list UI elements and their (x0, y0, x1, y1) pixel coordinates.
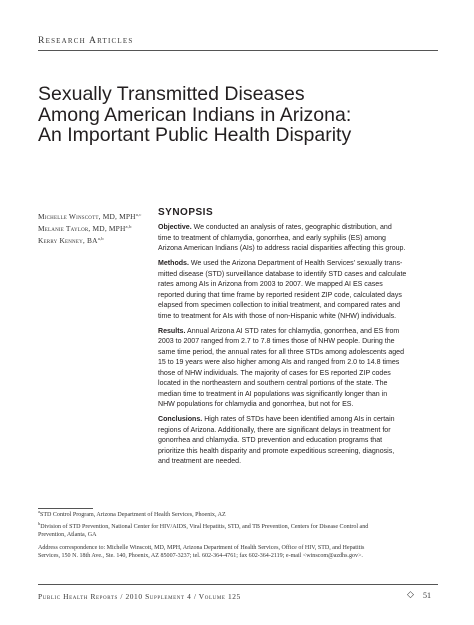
results-label: Results. (158, 327, 186, 335)
footnote-marker: a (38, 508, 40, 514)
author-entry (38, 223, 158, 235)
footnote-line: Address correspondence to: Michelle Winscott, MD, MPH, Arizona Department of Health Services, Office of HIV, STD, and Hepatitis (38, 544, 365, 551)
footnote-marker: b (38, 521, 41, 527)
diamond-icon: ◇ (407, 589, 414, 599)
footnote-affiliation-a (38, 508, 438, 519)
title-line: Sexually Transmitted Diseases (38, 83, 305, 105)
paragraph-text: We conducted an analysis of rates, geographic distribution, and (191, 224, 392, 231)
paragraph-line: rates among AIs in Arizona from 2003 to 2007. We mapped AI ES cases (158, 281, 383, 288)
footnote-line (38, 508, 438, 519)
paragraph-line: and treatment are needed. (158, 458, 242, 465)
footnote-text: Division of STD Prevention, National Center for HIV/AIDS, Viral Hepatitis, STD, and TB Prevention, Centers for Disease Control and (40, 524, 369, 531)
footnote-correspondence (38, 544, 438, 560)
paragraph-line: gonorrhea and chlamydia. STD prevention and education programs that (158, 437, 383, 444)
paragraph-line: elapsed from specimen collection to initial treatment, and compared rates and (158, 302, 401, 309)
paragraph-line: regions of Arizona. Additionally, there are significant delays in treatment for (158, 426, 391, 434)
paragraph-line: time to treatment for AIs with those of non-Hispanic white (NHW) individuals. (158, 312, 397, 320)
section-label: Research Articles (38, 35, 134, 46)
objective-label: Objective. (158, 224, 192, 231)
paragraph-line: Arizona American Indians (AIs) to address racial disparities affecting this group. (158, 245, 406, 252)
paragraph-line (158, 415, 440, 426)
results-paragraph (158, 327, 440, 411)
paragraph-text: We used the Arizona Department of Health Services’ sexually trans- (188, 260, 403, 267)
paragraph-line: those of NHW individuals. The majority of cases for ES reported ZIP codes (158, 369, 391, 377)
conclusions-paragraph (158, 415, 440, 468)
author-entry (38, 211, 158, 223)
paragraph-line: reported during that time frame by reported resident ZIP code, calculated days (158, 291, 402, 299)
paragraph-text: Annual Arizona AI STD rates for chlamydia, gonorrhea, and ES from (185, 327, 400, 335)
author-affiliation: a,b (125, 223, 132, 229)
footnote-rule (38, 508, 93, 509)
author-list (38, 211, 158, 247)
paragraph-line: 2003 to 2007 ranged from 2.7 to 7.8 times those of NHW people. During the (158, 338, 395, 345)
page-number: 51 (423, 591, 431, 600)
running-footer: Public Health Reports / 2010 Supplement 4 / Volume 125 (38, 592, 241, 601)
author-name: Kerry Kenney, BA (38, 236, 98, 245)
author-affiliation: a,c (135, 211, 142, 217)
author-affiliation: a,b (97, 235, 104, 241)
paragraph-line: same time period, the annual rates for all three STDs among adolescents aged (158, 348, 404, 356)
paragraph-line: median time to treatment in AI populations was significantly longer than in (158, 390, 388, 398)
footnote-line: Services, 150 N. 18th Ave., Ste. 140, Phoenix, AZ 85007-3237; tel. 602-364-4761; fax 602-364-2119; e-mail <winscom@azdhs.gov>. (38, 552, 363, 559)
article-title (38, 84, 458, 146)
paragraph-line: mitted disease (STD) surveillance database to identify STD cases and calculate (158, 270, 407, 278)
author-name: Michelle Winscott, MD, MPH (38, 212, 136, 221)
methods-paragraph (158, 259, 440, 322)
paragraph-line: NHW populations for chlamydia and gonorrhea, but not for ES. (158, 401, 354, 408)
paragraph-line: 15 to 19 years were also higher among AIs and ranged from 2.0 to 14.8 times (158, 359, 400, 366)
conclusions-label: Conclusions. (158, 416, 203, 423)
footnote-affiliation-b (38, 523, 438, 539)
synopsis (158, 207, 440, 472)
author-entry (38, 235, 158, 247)
title-line: Among American Indians in Arizona: (38, 103, 352, 126)
footnotes (38, 508, 438, 564)
footnote-text: STD Control Program, Arizona Department of Health Services, Phoenix, AZ (39, 512, 226, 518)
author-name: Melanie Taylor, MD, MPH (38, 224, 126, 233)
footnote-line (38, 523, 438, 531)
paragraph-line: time to treatment of chlamydia, gonorrhea, and early syphilis (ES) among (158, 234, 386, 242)
header-rule (38, 50, 438, 51)
methods-label: Methods. (158, 260, 189, 267)
footer-rule (38, 584, 438, 585)
objective-paragraph (158, 223, 440, 255)
paragraph-line (158, 327, 440, 338)
paragraph-line: prioritize this health disparity and promote expeditious screening, diagnosis, (158, 447, 395, 455)
paragraph-line (158, 223, 440, 234)
paragraph-text: High rates of STDs have been identified among AIs in certain (202, 416, 395, 423)
title-line: An Important Public Health Disparity (38, 124, 352, 146)
synopsis-heading: SYNOPSIS (158, 207, 214, 218)
paragraph-line: located in the northeastern and southern central portions of the state. The (158, 380, 388, 387)
paragraph-line (158, 259, 440, 270)
footnote-line: Prevention, Atlanta, GA (38, 532, 97, 539)
